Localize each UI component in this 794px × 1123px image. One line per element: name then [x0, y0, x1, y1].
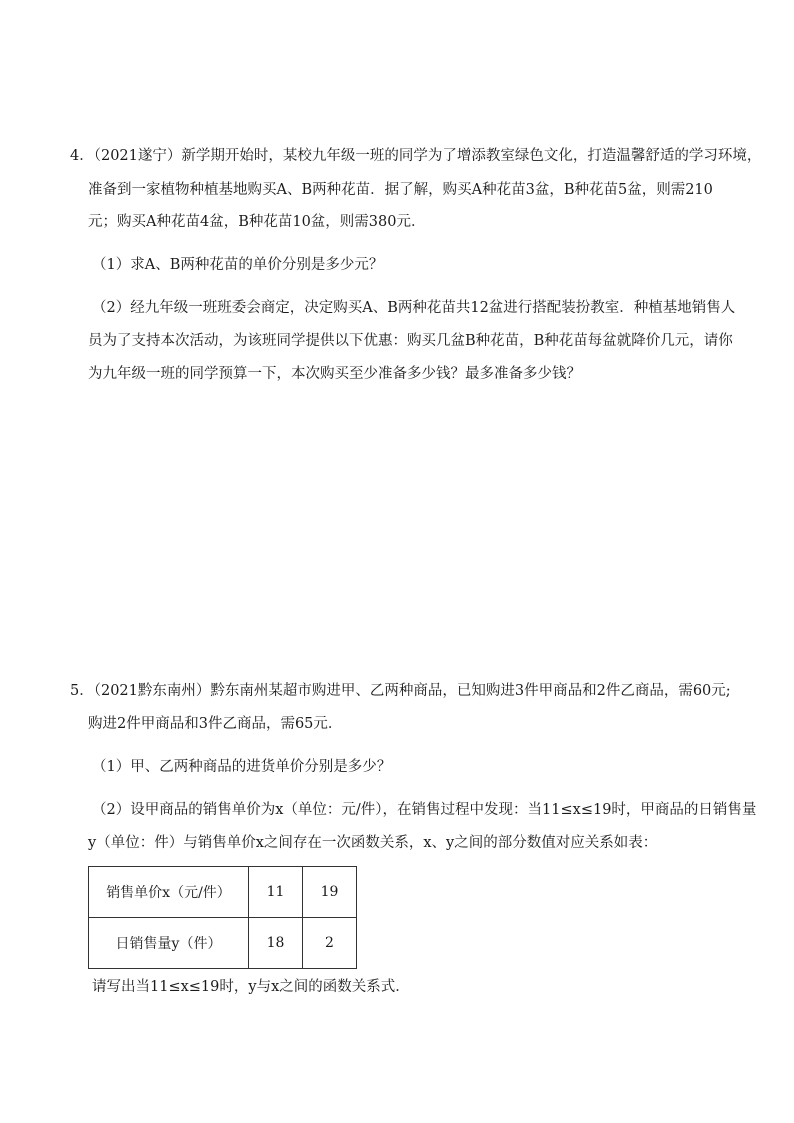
q5-part-1: （1）甲、乙两种商品的进货单价分别是多少？ — [92, 759, 392, 775]
table-cell-price-label: 销售单价x（元/件） — [89, 867, 249, 918]
q4-part-2-line-1: （2）经九年级一班班委会商定，决定购买A、B两种花苗共12盆进行搭配装扮教室．种植基地销售人 — [92, 300, 736, 316]
q4-part-2-line-2: 员为了支持本次活动，为该班同学提供以下优惠：购买几盆B种花苗，B种花苗每盆就降价几元，请你 — [88, 333, 733, 349]
q4-part-2-line-3: 为九年级一班的同学预算一下，本次购买至少准备多少钱？最多准备多少钱？ — [88, 366, 581, 382]
table-cell-volume-2: 2 — [303, 918, 357, 969]
q5-part-2-line-1: （2）设甲商品的销售单价为x（单位：元/件），在销售过程中发现：当11≤x≤19时，甲商品的日销售量 — [92, 802, 757, 818]
q5-part-2-line-2: y（单位：件）与销售单价x之间存在一次函数关系，x、y之间的部分数值对应关系如表： — [88, 835, 658, 851]
table-row-price — [89, 867, 357, 918]
q5-stem-line-2: 购进2件甲商品和3件乙商品，需65元． — [88, 716, 343, 732]
q4-stem-line-1: 4．（2021遂宁）新学期开始时，某校九年级一班的同学为了增添教室绿色文化，打造温馨舒适的学习环境， — [70, 148, 762, 164]
table-cell-volume-1: 18 — [249, 918, 303, 969]
q4-stem-line-2: 准备到一家植物种植基地购买A、B两种花苗．据了解，购买A种花苗3盆，B种花苗5盆，则需210 — [88, 182, 713, 198]
value-table — [88, 866, 357, 969]
q4-part-1: （1）求A、B两种花苗的单价分别是多少元？ — [92, 257, 384, 273]
q4-stem-line-3: 元；购买A种花苗4盆，B种花苗10盆，则需380元． — [88, 214, 426, 230]
table-cell-volume-label: 日销售量y（件） — [89, 918, 249, 969]
q5-ask: 请写出当11≤x≤19时，y与x之间的函数关系式． — [92, 979, 410, 995]
table-cell-price-2: 19 — [303, 867, 357, 918]
q5-stem-line-1: 5．（2021黔东南州）黔东南州某超市购进甲、乙两种商品，已知购进3件甲商品和2件乙商品，需60元; — [70, 683, 731, 699]
table-cell-price-1: 11 — [249, 867, 303, 918]
table-row-volume — [89, 918, 357, 969]
